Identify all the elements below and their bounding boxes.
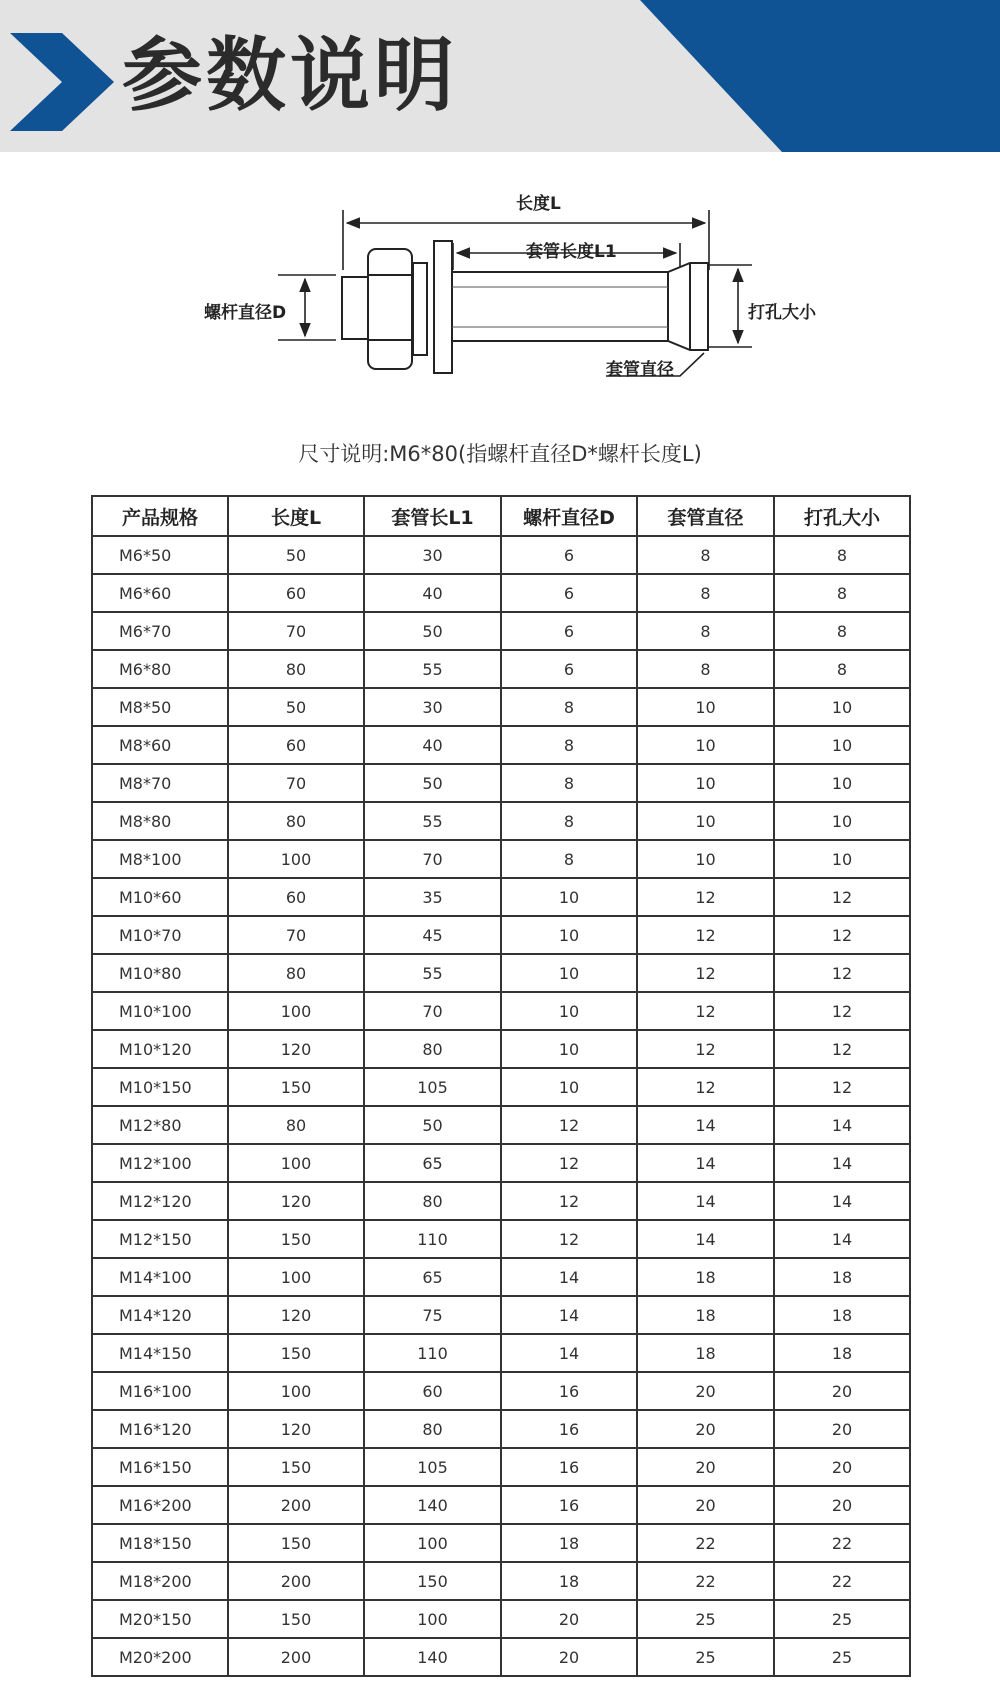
col-header-sleeve-length: 套管长L1 [364, 496, 501, 536]
cell-sleeve-diameter: 25 [637, 1600, 774, 1638]
cell-model: M6*70 [92, 612, 228, 650]
cell-bolt-diameter: 10 [501, 954, 637, 992]
cell-sleeve-length: 100 [364, 1524, 501, 1562]
cell-length: 150 [228, 1524, 364, 1562]
cell-bolt-diameter: 10 [501, 1030, 637, 1068]
cell-bolt-diameter: 8 [501, 688, 637, 726]
cell-bolt-diameter: 12 [501, 1220, 637, 1258]
cell-hole-size: 20 [774, 1410, 910, 1448]
cell-sleeve-length: 60 [364, 1372, 501, 1410]
cell-length: 80 [228, 650, 364, 688]
cell-model: M6*80 [92, 650, 228, 688]
cell-hole-size: 12 [774, 992, 910, 1030]
table-row [92, 612, 910, 650]
label-sleeve-length: 套管长度L1 [526, 242, 617, 262]
cell-sleeve-length: 105 [364, 1448, 501, 1486]
cell-model: M10*80 [92, 954, 228, 992]
table-row [92, 1182, 910, 1220]
cell-hole-size: 20 [774, 1486, 910, 1524]
cell-hole-size: 10 [774, 726, 910, 764]
cell-sleeve-length: 40 [364, 726, 501, 764]
cell-sleeve-length: 30 [364, 536, 501, 574]
cell-hole-size: 12 [774, 916, 910, 954]
label-total-length: 长度L [516, 194, 561, 214]
cell-sleeve-diameter: 8 [637, 574, 774, 612]
cell-sleeve-length: 35 [364, 878, 501, 916]
table-row [92, 1524, 910, 1562]
cell-sleeve-diameter: 10 [637, 802, 774, 840]
cell-bolt-diameter: 16 [501, 1372, 637, 1410]
cell-model: M10*120 [92, 1030, 228, 1068]
cell-sleeve-length: 40 [364, 574, 501, 612]
cell-bolt-diameter: 20 [501, 1600, 637, 1638]
cell-length: 80 [228, 1106, 364, 1144]
table-row [92, 992, 910, 1030]
cell-model: M6*50 [92, 536, 228, 574]
cell-hole-size: 22 [774, 1562, 910, 1600]
spec-table [91, 495, 911, 1677]
cell-sleeve-length: 50 [364, 1106, 501, 1144]
cell-length: 150 [228, 1600, 364, 1638]
cell-sleeve-length: 30 [364, 688, 501, 726]
cell-model: M14*100 [92, 1258, 228, 1296]
cell-length: 120 [228, 1296, 364, 1334]
cell-length: 60 [228, 726, 364, 764]
cell-length: 150 [228, 1068, 364, 1106]
cell-length: 120 [228, 1182, 364, 1220]
cell-model: M12*120 [92, 1182, 228, 1220]
cell-hole-size: 25 [774, 1600, 910, 1638]
cell-length: 60 [228, 574, 364, 612]
cell-bolt-diameter: 10 [501, 916, 637, 954]
cell-sleeve-diameter: 8 [637, 536, 774, 574]
table-row [92, 802, 910, 840]
table-row [92, 1638, 910, 1676]
cell-sleeve-diameter: 8 [637, 612, 774, 650]
cell-bolt-diameter: 10 [501, 992, 637, 1030]
cell-hole-size: 8 [774, 574, 910, 612]
cell-sleeve-diameter: 18 [637, 1334, 774, 1372]
cell-length: 120 [228, 1030, 364, 1068]
table-row [92, 1144, 910, 1182]
cell-bolt-diameter: 6 [501, 536, 637, 574]
cell-hole-size: 10 [774, 840, 910, 878]
cell-bolt-diameter: 12 [501, 1106, 637, 1144]
cell-sleeve-diameter: 14 [637, 1106, 774, 1144]
cell-model: M6*60 [92, 574, 228, 612]
cell-bolt-diameter: 10 [501, 878, 637, 916]
table-row [92, 726, 910, 764]
cell-hole-size: 20 [774, 1448, 910, 1486]
cell-length: 70 [228, 916, 364, 954]
cell-bolt-diameter: 14 [501, 1334, 637, 1372]
cell-bolt-diameter: 16 [501, 1410, 637, 1448]
cell-sleeve-diameter: 12 [637, 1030, 774, 1068]
table-header-row [92, 496, 910, 536]
cell-hole-size: 10 [774, 688, 910, 726]
cell-model: M12*100 [92, 1144, 228, 1182]
cell-hole-size: 18 [774, 1334, 910, 1372]
dimension-caption: 尺寸说明:M6*80(指螺杆直径D*螺杆长度L) [298, 442, 702, 466]
cell-sleeve-length: 65 [364, 1258, 501, 1296]
label-bolt-diameter: 螺杆直径D [204, 303, 287, 323]
cell-hole-size: 14 [774, 1106, 910, 1144]
cell-sleeve-length: 45 [364, 916, 501, 954]
cell-hole-size: 8 [774, 536, 910, 574]
cell-sleeve-length: 55 [364, 954, 501, 992]
page-title: 参数说明 [122, 29, 458, 122]
bolt-drawing [0, 175, 1000, 425]
cell-length: 70 [228, 764, 364, 802]
table-row [92, 1220, 910, 1258]
cell-length: 70 [228, 612, 364, 650]
chevron-right-icon [10, 33, 114, 131]
col-header-bolt-diameter: 螺杆直径D [501, 496, 637, 536]
table-row [92, 574, 910, 612]
cell-bolt-diameter: 6 [501, 612, 637, 650]
cell-model: M14*150 [92, 1334, 228, 1372]
table-row [92, 878, 910, 916]
cell-hole-size: 14 [774, 1182, 910, 1220]
cell-length: 80 [228, 954, 364, 992]
cell-bolt-diameter: 6 [501, 650, 637, 688]
cell-length: 200 [228, 1638, 364, 1676]
cell-sleeve-length: 75 [364, 1296, 501, 1334]
col-header-sleeve-diameter: 套管直径 [637, 496, 774, 536]
cell-sleeve-length: 140 [364, 1486, 501, 1524]
cell-sleeve-diameter: 12 [637, 1068, 774, 1106]
cell-sleeve-diameter: 10 [637, 840, 774, 878]
cell-hole-size: 12 [774, 1068, 910, 1106]
cell-sleeve-diameter: 12 [637, 878, 774, 916]
cell-sleeve-length: 100 [364, 1600, 501, 1638]
cell-sleeve-diameter: 14 [637, 1144, 774, 1182]
table-row [92, 1410, 910, 1448]
cell-model: M10*70 [92, 916, 228, 954]
table-row [92, 1030, 910, 1068]
cell-hole-size: 10 [774, 802, 910, 840]
table-row [92, 688, 910, 726]
table-row [92, 1106, 910, 1144]
cell-sleeve-diameter: 20 [637, 1372, 774, 1410]
cell-sleeve-diameter: 14 [637, 1220, 774, 1258]
cell-sleeve-diameter: 12 [637, 992, 774, 1030]
cell-bolt-diameter: 14 [501, 1258, 637, 1296]
cell-length: 200 [228, 1486, 364, 1524]
cell-sleeve-length: 80 [364, 1410, 501, 1448]
cell-model: M16*150 [92, 1448, 228, 1486]
cell-bolt-diameter: 18 [501, 1562, 637, 1600]
cell-sleeve-length: 65 [364, 1144, 501, 1182]
col-header-model: 产品规格 [92, 496, 228, 536]
cell-bolt-diameter: 18 [501, 1524, 637, 1562]
cell-bolt-diameter: 8 [501, 802, 637, 840]
cell-bolt-diameter: 16 [501, 1486, 637, 1524]
cell-sleeve-diameter: 8 [637, 650, 774, 688]
table-row [92, 1600, 910, 1638]
cell-model: M8*70 [92, 764, 228, 802]
cell-sleeve-length: 70 [364, 840, 501, 878]
cell-model: M16*200 [92, 1486, 228, 1524]
cell-hole-size: 18 [774, 1296, 910, 1334]
cell-length: 50 [228, 536, 364, 574]
cell-sleeve-length: 55 [364, 802, 501, 840]
col-header-hole-size: 打孔大小 [774, 496, 910, 536]
cell-hole-size: 20 [774, 1372, 910, 1410]
cell-length: 150 [228, 1220, 364, 1258]
table-row [92, 954, 910, 992]
cell-sleeve-diameter: 20 [637, 1486, 774, 1524]
cell-model: M14*120 [92, 1296, 228, 1334]
cell-hole-size: 14 [774, 1220, 910, 1258]
cell-bolt-diameter: 20 [501, 1638, 637, 1676]
table-row [92, 1334, 910, 1372]
col-header-length: 长度L [228, 496, 364, 536]
cell-sleeve-diameter: 20 [637, 1410, 774, 1448]
cell-sleeve-length: 80 [364, 1182, 501, 1220]
cell-bolt-diameter: 8 [501, 764, 637, 802]
table-row [92, 1448, 910, 1486]
cell-model: M8*100 [92, 840, 228, 878]
cell-sleeve-length: 50 [364, 764, 501, 802]
cell-bolt-diameter: 8 [501, 726, 637, 764]
cell-length: 100 [228, 840, 364, 878]
table-row [92, 840, 910, 878]
cell-bolt-diameter: 8 [501, 840, 637, 878]
cell-bolt-diameter: 14 [501, 1296, 637, 1334]
cell-sleeve-length: 140 [364, 1638, 501, 1676]
cell-length: 120 [228, 1410, 364, 1448]
cell-model: M16*100 [92, 1372, 228, 1410]
label-sleeve-diameter: 套管直径 [606, 360, 674, 380]
cell-model: M18*200 [92, 1562, 228, 1600]
cell-model: M8*80 [92, 802, 228, 840]
cell-sleeve-diameter: 12 [637, 954, 774, 992]
cell-hole-size: 14 [774, 1144, 910, 1182]
cell-hole-size: 8 [774, 650, 910, 688]
cell-length: 150 [228, 1448, 364, 1486]
table-row [92, 1372, 910, 1410]
cell-model: M16*120 [92, 1410, 228, 1448]
table-row [92, 650, 910, 688]
cell-bolt-diameter: 10 [501, 1068, 637, 1106]
cell-bolt-diameter: 12 [501, 1182, 637, 1220]
cell-model: M10*100 [92, 992, 228, 1030]
cell-bolt-diameter: 12 [501, 1144, 637, 1182]
cell-sleeve-diameter: 12 [637, 916, 774, 954]
cell-sleeve-length: 110 [364, 1220, 501, 1258]
cell-length: 60 [228, 878, 364, 916]
cell-bolt-diameter: 16 [501, 1448, 637, 1486]
header-banner [0, 0, 1000, 152]
cell-length: 100 [228, 1258, 364, 1296]
header-accent-band [640, 0, 1000, 152]
cell-sleeve-length: 70 [364, 992, 501, 1030]
cell-length: 200 [228, 1562, 364, 1600]
table-row [92, 764, 910, 802]
cell-sleeve-length: 105 [364, 1068, 501, 1106]
cell-model: M10*150 [92, 1068, 228, 1106]
cell-sleeve-diameter: 18 [637, 1258, 774, 1296]
cell-sleeve-length: 150 [364, 1562, 501, 1600]
cell-length: 100 [228, 1372, 364, 1410]
table-row [92, 1296, 910, 1334]
cell-hole-size: 12 [774, 1030, 910, 1068]
table-body [92, 536, 910, 1676]
cell-model: M8*60 [92, 726, 228, 764]
cell-hole-size: 18 [774, 1258, 910, 1296]
cell-hole-size: 12 [774, 954, 910, 992]
cell-sleeve-length: 110 [364, 1334, 501, 1372]
table-row [92, 1486, 910, 1524]
cell-sleeve-diameter: 20 [637, 1448, 774, 1486]
cell-hole-size: 25 [774, 1638, 910, 1676]
cell-model: M20*150 [92, 1600, 228, 1638]
cell-sleeve-diameter: 10 [637, 726, 774, 764]
cell-model: M20*200 [92, 1638, 228, 1676]
table-row [92, 1068, 910, 1106]
cell-sleeve-diameter: 10 [637, 764, 774, 802]
table-row [92, 1562, 910, 1600]
cell-model: M18*150 [92, 1524, 228, 1562]
table-row [92, 1258, 910, 1296]
cell-sleeve-diameter: 22 [637, 1524, 774, 1562]
cell-length: 150 [228, 1334, 364, 1372]
cell-model: M12*80 [92, 1106, 228, 1144]
cell-sleeve-diameter: 18 [637, 1296, 774, 1334]
cell-hole-size: 22 [774, 1524, 910, 1562]
label-hole-size: 打孔大小 [748, 303, 816, 323]
cell-sleeve-length: 80 [364, 1030, 501, 1068]
cell-sleeve-diameter: 10 [637, 688, 774, 726]
bolt-diagram [0, 175, 1000, 425]
cell-model: M12*150 [92, 1220, 228, 1258]
cell-length: 50 [228, 688, 364, 726]
cell-length: 80 [228, 802, 364, 840]
cell-bolt-diameter: 6 [501, 574, 637, 612]
cell-length: 100 [228, 1144, 364, 1182]
cell-model: M8*50 [92, 688, 228, 726]
cell-sleeve-length: 50 [364, 612, 501, 650]
cell-sleeve-diameter: 22 [637, 1562, 774, 1600]
table-row [92, 916, 910, 954]
cell-sleeve-diameter: 25 [637, 1638, 774, 1676]
cell-model: M10*60 [92, 878, 228, 916]
cell-hole-size: 8 [774, 612, 910, 650]
cell-hole-size: 12 [774, 878, 910, 916]
table-row [92, 536, 910, 574]
cell-sleeve-length: 55 [364, 650, 501, 688]
cell-hole-size: 10 [774, 764, 910, 802]
cell-length: 100 [228, 992, 364, 1030]
cell-sleeve-diameter: 14 [637, 1182, 774, 1220]
